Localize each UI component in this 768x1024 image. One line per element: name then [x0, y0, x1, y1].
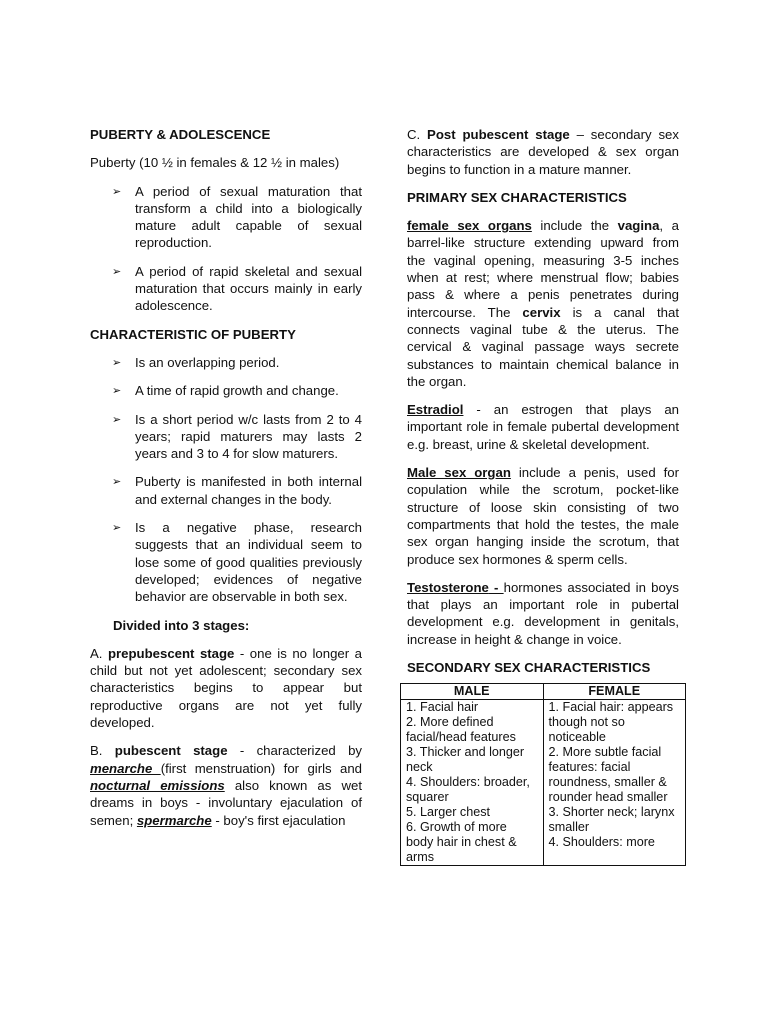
stage-c-paragraph [407, 126, 679, 178]
estradiol-text: - an estrogen that plays an important role in female pubertal development e.g. breast, urine & skeletal development. [407, 402, 679, 452]
cervix-term: cervix [522, 304, 561, 320]
trait-line: 2. More defined facial/head features [406, 715, 516, 745]
stage-c-text: – secondary sex characteristics are developed & sex organ begins to function in a mature manner. [407, 127, 679, 177]
trait-line: 3. Shorter neck; larynx smaller [548, 805, 675, 835]
stages-intro: Divided into 3 stages: [113, 617, 250, 633]
female-organs-text-2: , a barrel-like structure extending upward from the vaginal opening, measuring 3-5 inches when at rest; where menstrual flow; babies pass & where a penis penetrates during intercourse. The [407, 218, 679, 320]
female-organs-term: female sex organs [407, 218, 532, 234]
male-column-header: MALE [401, 684, 544, 700]
stage-b-text-3: also known as wet dreams in boys - involuntary ejaculation of semen; [90, 777, 362, 828]
trait-line: 3. Thicker and longer neck [406, 745, 525, 775]
female-column-header: FEMALE [543, 684, 686, 700]
puberty-definition-list [90, 183, 362, 315]
list-item: ➢ Puberty is manifested in both internal and external changes in the body. [90, 473, 362, 508]
table-row [401, 700, 686, 866]
primary-heading: PRIMARY SEX CHARACTERISTICS [407, 189, 627, 205]
stage-a-text: - one is no longer a child but not yet adolescent; secondary sex characteristics begins to appear but reproductive organs are not yet fully developed. [90, 645, 362, 731]
list-item: ➢ Is a short period w/c lasts from 2 to 4 years; rapid maturers may lasts 2 years and 3 to 4 for slow maturers. [90, 411, 362, 463]
male-traits-cell [401, 700, 544, 866]
stage-c-prefix: C. [407, 127, 428, 142]
trait-line: 6. Growth of more body hair in chest & arms [406, 820, 517, 865]
female-organs-text-1: include the [531, 218, 618, 234]
title-heading: PUBERTY & ADOLESCENCE [90, 127, 271, 142]
female-organs-text-3: is a canal that connects vaginal tube & the uterus. The cervical & vaginal passage ways secrete substances to maintain chemical balance in the organ. [407, 304, 679, 389]
list-item: ➢ Is a negative phase, research suggests that an individual seem to lose some of good qualities previously developed; evidences of negative behavior are observable in both sex. [90, 519, 362, 605]
stage-a-term: prepubescent stage [107, 645, 235, 661]
stage-b-prefix: B. [90, 743, 115, 759]
stage-b-text-2: (first menstruation) for girls and [160, 760, 362, 776]
male-organ-text: include a penis, used for copulation while the scrotum, pocket-like structure of loose skin consisting of two compartments that hold the testes, the male sex organ hanging inside the scrotum, that produce sex hormones & sperm cells. [407, 465, 680, 567]
list-item: ➢ A period of rapid skeletal and sexual maturation that occurs mainly in early adolescence. [90, 263, 362, 315]
male-traits [406, 700, 538, 865]
trait-line: 5. Larger chest [406, 805, 491, 820]
testosterone-dash: - [488, 579, 504, 595]
vagina-term: vagina [617, 218, 660, 234]
table-header-row [401, 684, 686, 700]
stage-a-paragraph [90, 645, 362, 731]
testosterone-paragraph [407, 579, 679, 648]
spermarche-term: spermarche [136, 812, 212, 828]
stage-a-prefix: A. [90, 645, 108, 661]
secondary-characteristics-table [400, 683, 686, 866]
trait-line: 2. More subtle facial features: facial roundness, smaller & rounder head smaller [548, 745, 668, 805]
puberty-intro: Puberty (10 ½ in females & 12 ½ in males) [90, 155, 340, 171]
female-organs-paragraph [407, 217, 679, 390]
characteristic-list [90, 354, 362, 606]
stage-b-text-1: - characterized by [227, 743, 362, 759]
female-traits [549, 700, 681, 850]
right-column [407, 126, 679, 866]
female-traits-cell [543, 700, 686, 866]
list-item: ➢ Is an overlapping period. [90, 354, 362, 371]
testosterone-text: hormones associated in boys that plays an important role in pubertal development e.g. development in genitals, increase in height & change in voice. [407, 579, 679, 647]
trait-line: 4. Shoulders: broader, squarer [406, 775, 530, 805]
stage-c-term: Post pubescent stage [427, 127, 570, 142]
estradiol-paragraph [407, 401, 679, 453]
testosterone-term: Testosterone [407, 579, 489, 595]
secondary-heading: SECONDARY SEX CHARACTERISTICS [407, 660, 651, 676]
list-item: ➢ A time of rapid growth and change. [90, 382, 362, 399]
list-item: ➢ A period of sexual maturation that transform a child into a biologically mature adult capable of sexual reproduction. [90, 183, 362, 252]
male-organ-term: Male sex organ [407, 465, 511, 481]
stage-b-paragraph [90, 742, 362, 828]
characteristic-heading: CHARACTERISTIC OF PUBERTY [90, 326, 296, 342]
left-column [90, 126, 362, 829]
trait-line: 1. Facial hair: appears though not so noticeable [548, 700, 674, 745]
trait-line: 1. Facial hair [406, 700, 479, 715]
trait-line: 4. Shoulders: more [548, 835, 655, 850]
estradiol-term: Estradiol [407, 402, 464, 418]
stage-b-text-4: - boy's first ejaculation [211, 812, 346, 828]
stage-b-term: pubescent stage [114, 743, 228, 759]
male-organ-paragraph [407, 464, 679, 568]
menarche-term: menarche [90, 760, 161, 776]
nocturnal-emissions-term: nocturnal emissions [90, 777, 225, 793]
